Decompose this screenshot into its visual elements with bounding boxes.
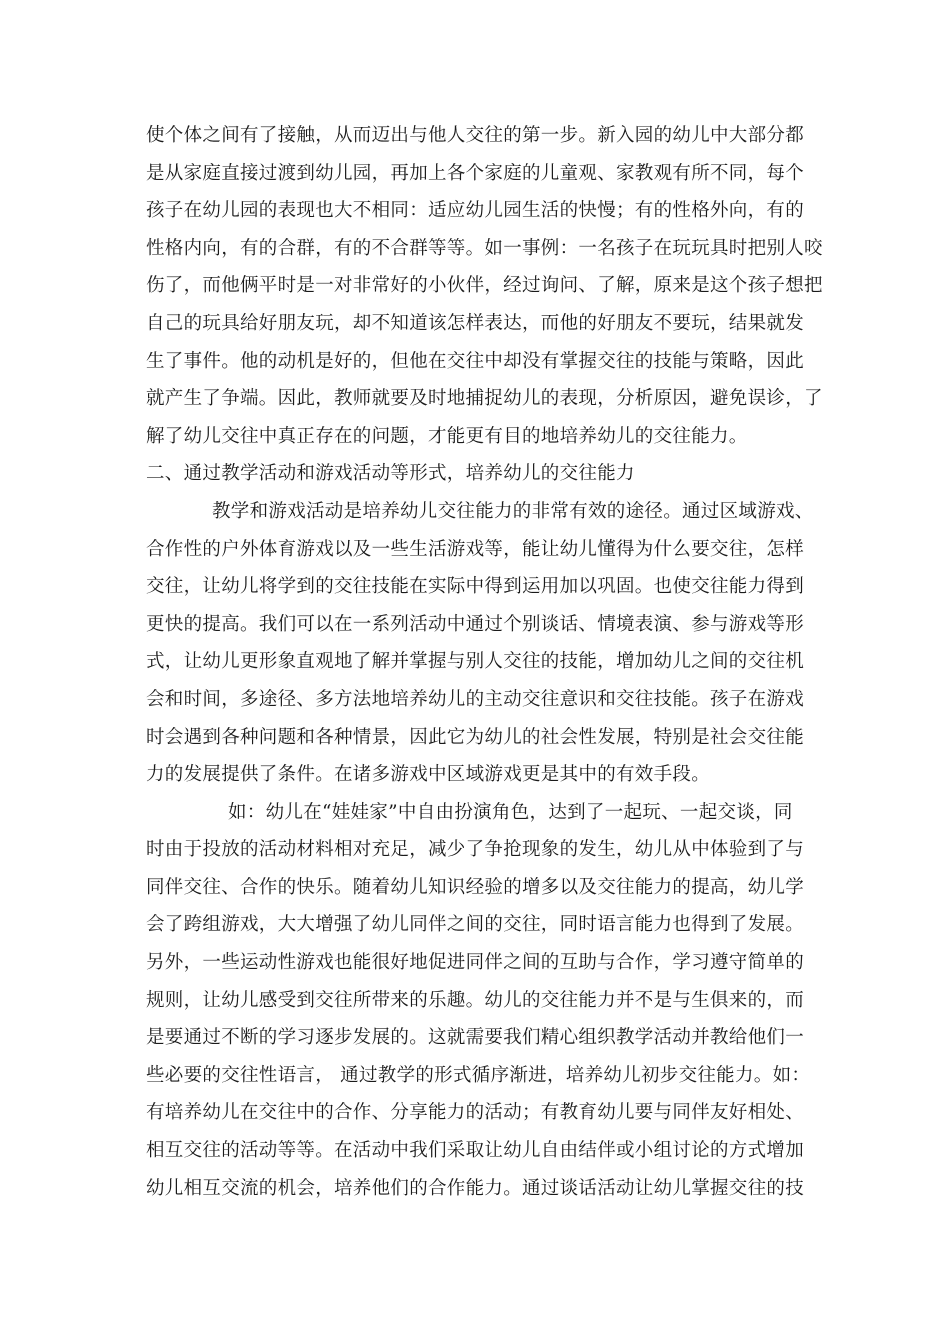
text-line: 合作性的户外体育游戏以及一些生活游戏等，能让幼儿懂得为什么要交往，怎样 — [146, 538, 805, 560]
text-line: 幼儿相互交流的机会，培养他们的合作能力。通过谈话活动让幼儿掌握交往的技 — [146, 1177, 805, 1199]
text-line: 是从家庭直接过渡到幼儿园，再加上各个家庭的儿童观、家教观有所不同，每个 — [146, 162, 805, 184]
text-line: 另外，一些运动性游戏也能很好地促进同伴之间的互助与合作，学习遵守简单的 — [146, 952, 805, 974]
text-line: 时由于投放的活动材料相对充足，减少了争抢现象的发生，幼儿从中体验到了与 — [146, 839, 805, 861]
text-line: 自己的玩具给好朋友玩，却不知道该怎样表达，而他的好朋友不要玩，结果就发 — [146, 312, 805, 334]
text-line: 生了事件。他的动机是好的，但他在交往中却没有掌握交往的技能与策略，因此 — [146, 350, 805, 372]
text-line: 使个体之间有了接触，从而迈出与他人交往的第一步。新入园的幼儿中大部分都 — [146, 125, 805, 146]
text-line: 式，让幼儿更形象直观地了解并掌握与别人交往的技能，增加幼儿之间的交往机 — [146, 651, 805, 673]
text-line: 会了跨组游戏，大大增强了幼儿同伴之间的交往，同时语言能力也得到了发展。 — [146, 914, 805, 936]
text-line: 交往，让幼儿将学到的交往技能在实际中得到运用加以巩固。也使交往能力得到 — [146, 576, 805, 598]
text-line: 更快的提高。我们可以在一系列活动中通过个别谈话、情境表演、参与游戏等形 — [146, 613, 805, 635]
document-body — [146, 117, 826, 1207]
text-line: 力的发展提供了条件。在诸多游戏中区域游戏更是其中的有效手段。 — [146, 764, 711, 786]
text-line: 同伴交往、合作的快乐。随着幼儿知识经验的增多以及交往能力的提高，幼儿学 — [146, 876, 805, 898]
text-line: 解了幼儿交往中真正存在的问题，才能更有目的地培养幼儿的交往能力。 — [146, 425, 748, 447]
paragraph-2 — [146, 493, 826, 794]
text-line: 如：幼儿在“娃娃家”中自由扮演角色，达到了一起玩、一起交谈，同 — [228, 801, 793, 823]
text-line: 时会遇到各种问题和各种情景，因此它为幼儿的社会性发展，特别是社会交往能 — [146, 726, 805, 748]
text-line: 会和时间，多途径、多方法地培养幼儿的主动交往意识和交往技能。孩子在游戏 — [146, 688, 805, 710]
text-line: 就产生了争端。因此，教师就要及时地捕捉幼儿的表现，分析原因，避免误诊，了 — [146, 388, 823, 410]
paragraph-1 — [146, 117, 826, 455]
text-line: 些必要的交往性语言， 通过教学的形式循序渐进，培养幼儿初步交往能力。如： — [146, 1064, 811, 1086]
text-line: 孩子在幼儿园的表现也大不相同：适应幼儿园生活的快慢；有的性格外向，有的 — [146, 200, 805, 222]
text-line: 相互交往的活动等等。在活动中我们采取让幼儿自由结伴或小组讨论的方式增加 — [146, 1140, 805, 1162]
text-line: 性格内向，有的合群，有的不合群等等。如一事例：一名孩子在玩玩具时把别人咬 — [146, 237, 823, 259]
text-line: 伤了，而他俩平时是一对非常好的小伙伴，经过询问、了解，原来是这个孩子想把 — [146, 275, 823, 297]
text-line: 规则，让幼儿感受到交往所带来的乐趣。幼儿的交往能力并不是与生俱来的，而 — [146, 989, 805, 1011]
text-line: 教学和游戏活动是培养幼儿交往能力的非常有效的途径。通过区域游戏、 — [212, 500, 814, 522]
section-heading: 二、通过教学活动和游戏活动等形式，培养幼儿的交往能力 — [146, 463, 635, 485]
text-line: 有培养幼儿在交往中的合作、分享能力的活动；有教育幼儿要与同伴友好相处、 — [146, 1102, 805, 1124]
text-line: 是要通过不断的学习逐步发展的。这就需要我们精心组织教学活动并教给他们一 — [146, 1027, 805, 1049]
paragraph-3 — [146, 794, 826, 1208]
